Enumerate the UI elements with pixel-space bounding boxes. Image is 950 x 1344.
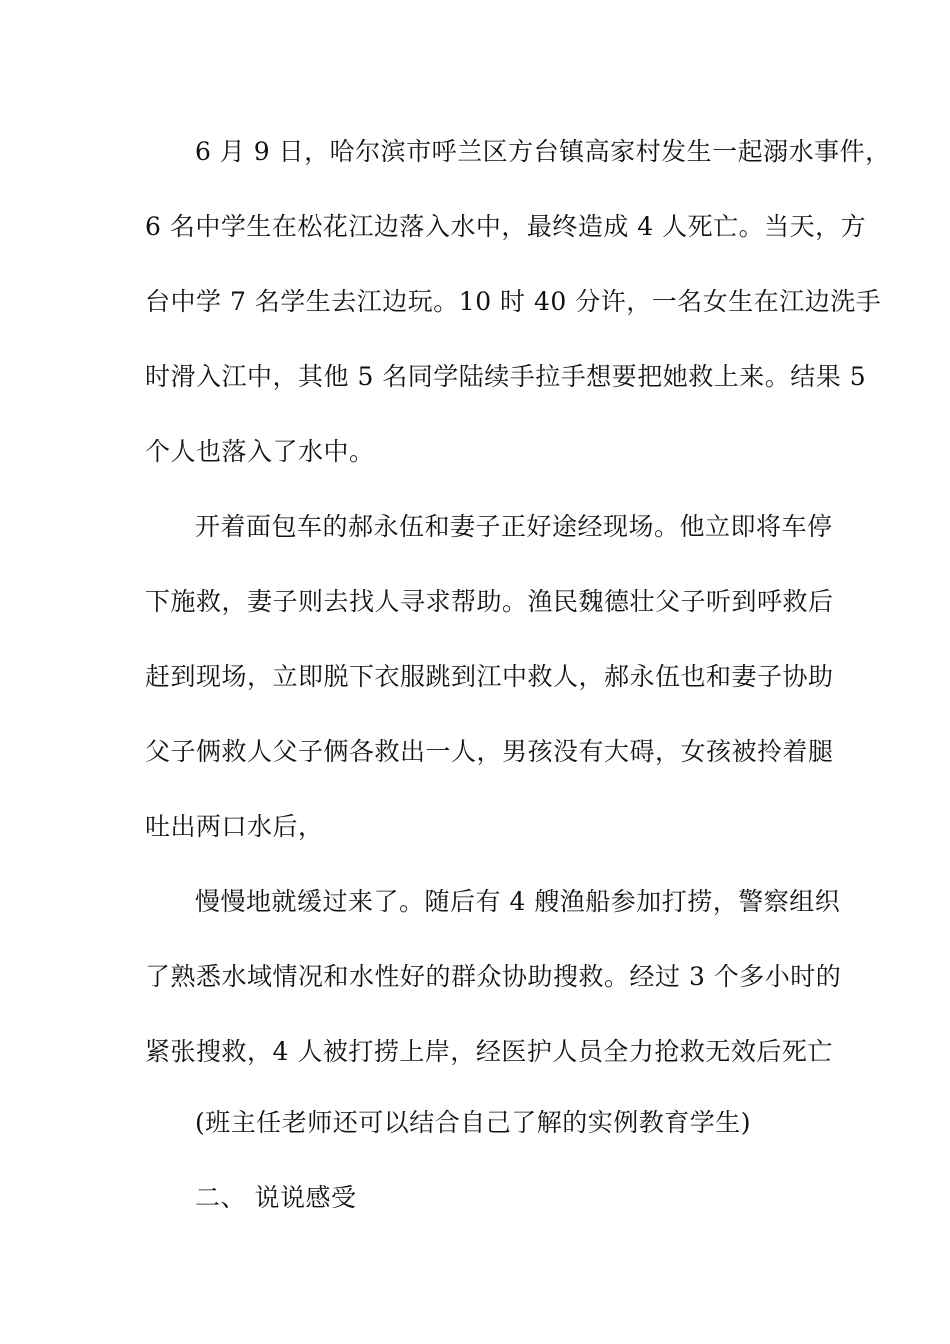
paragraph-2-line-2: 下施救，妻子则去找人寻求帮助。渔民魏德壮父子听到呼救后 (145, 587, 834, 616)
paragraph-3-line-1: 慢慢地就缓过来了。随后有 4 艘渔船参加打捞，警察组织 (195, 887, 841, 916)
paragraph-3-line-2: 了熟悉水域情况和水性好的群众协助搜救。经过 3 个多小时的 (145, 962, 842, 991)
paragraph-2-line-1: 开着面包车的郝永伍和妻子正好途经现场。他立即将车停 (195, 512, 833, 541)
paragraph-3-line-3: 紧张搜救，4 人被打捞上岸，经医护人员全力抢救无效后死亡 (145, 1037, 833, 1066)
paragraph-2-line-4: 父子俩救人父子俩各救出一人，男孩没有大碍，女孩被拎着腿 (145, 737, 834, 766)
paragraph-1-line-1: 6 月 9 日，哈尔滨市呼兰区方台镇高家村发生一起溺水事件， (195, 137, 891, 166)
paragraph-1-line-5: 个人也落入了水中。 (145, 437, 375, 466)
section-heading: 二、 说说感受 (195, 1183, 357, 1212)
paragraph-2-line-5: 吐出两口水后， (145, 812, 324, 841)
paragraph-1-line-2: 6 名中学生在松花江边落入水中，最终造成 4 人死亡。当天，方 (145, 212, 867, 241)
teacher-note: (班主任老师还可以结合自己了解的实例教育学生) (195, 1108, 752, 1137)
paragraph-1-line-4: 时滑入江中，其他 5 名同学陆续手拉手想要把她救上来。结果 5 (145, 362, 867, 391)
paragraph-1-line-3: 台中学 7 名学生去江边玩。10 时 40 分许，一名女生在江边洗手 (145, 287, 882, 316)
paragraph-2-line-3: 赶到现场，立即脱下衣服跳到江中救人，郝永伍也和妻子协助 (145, 662, 834, 691)
